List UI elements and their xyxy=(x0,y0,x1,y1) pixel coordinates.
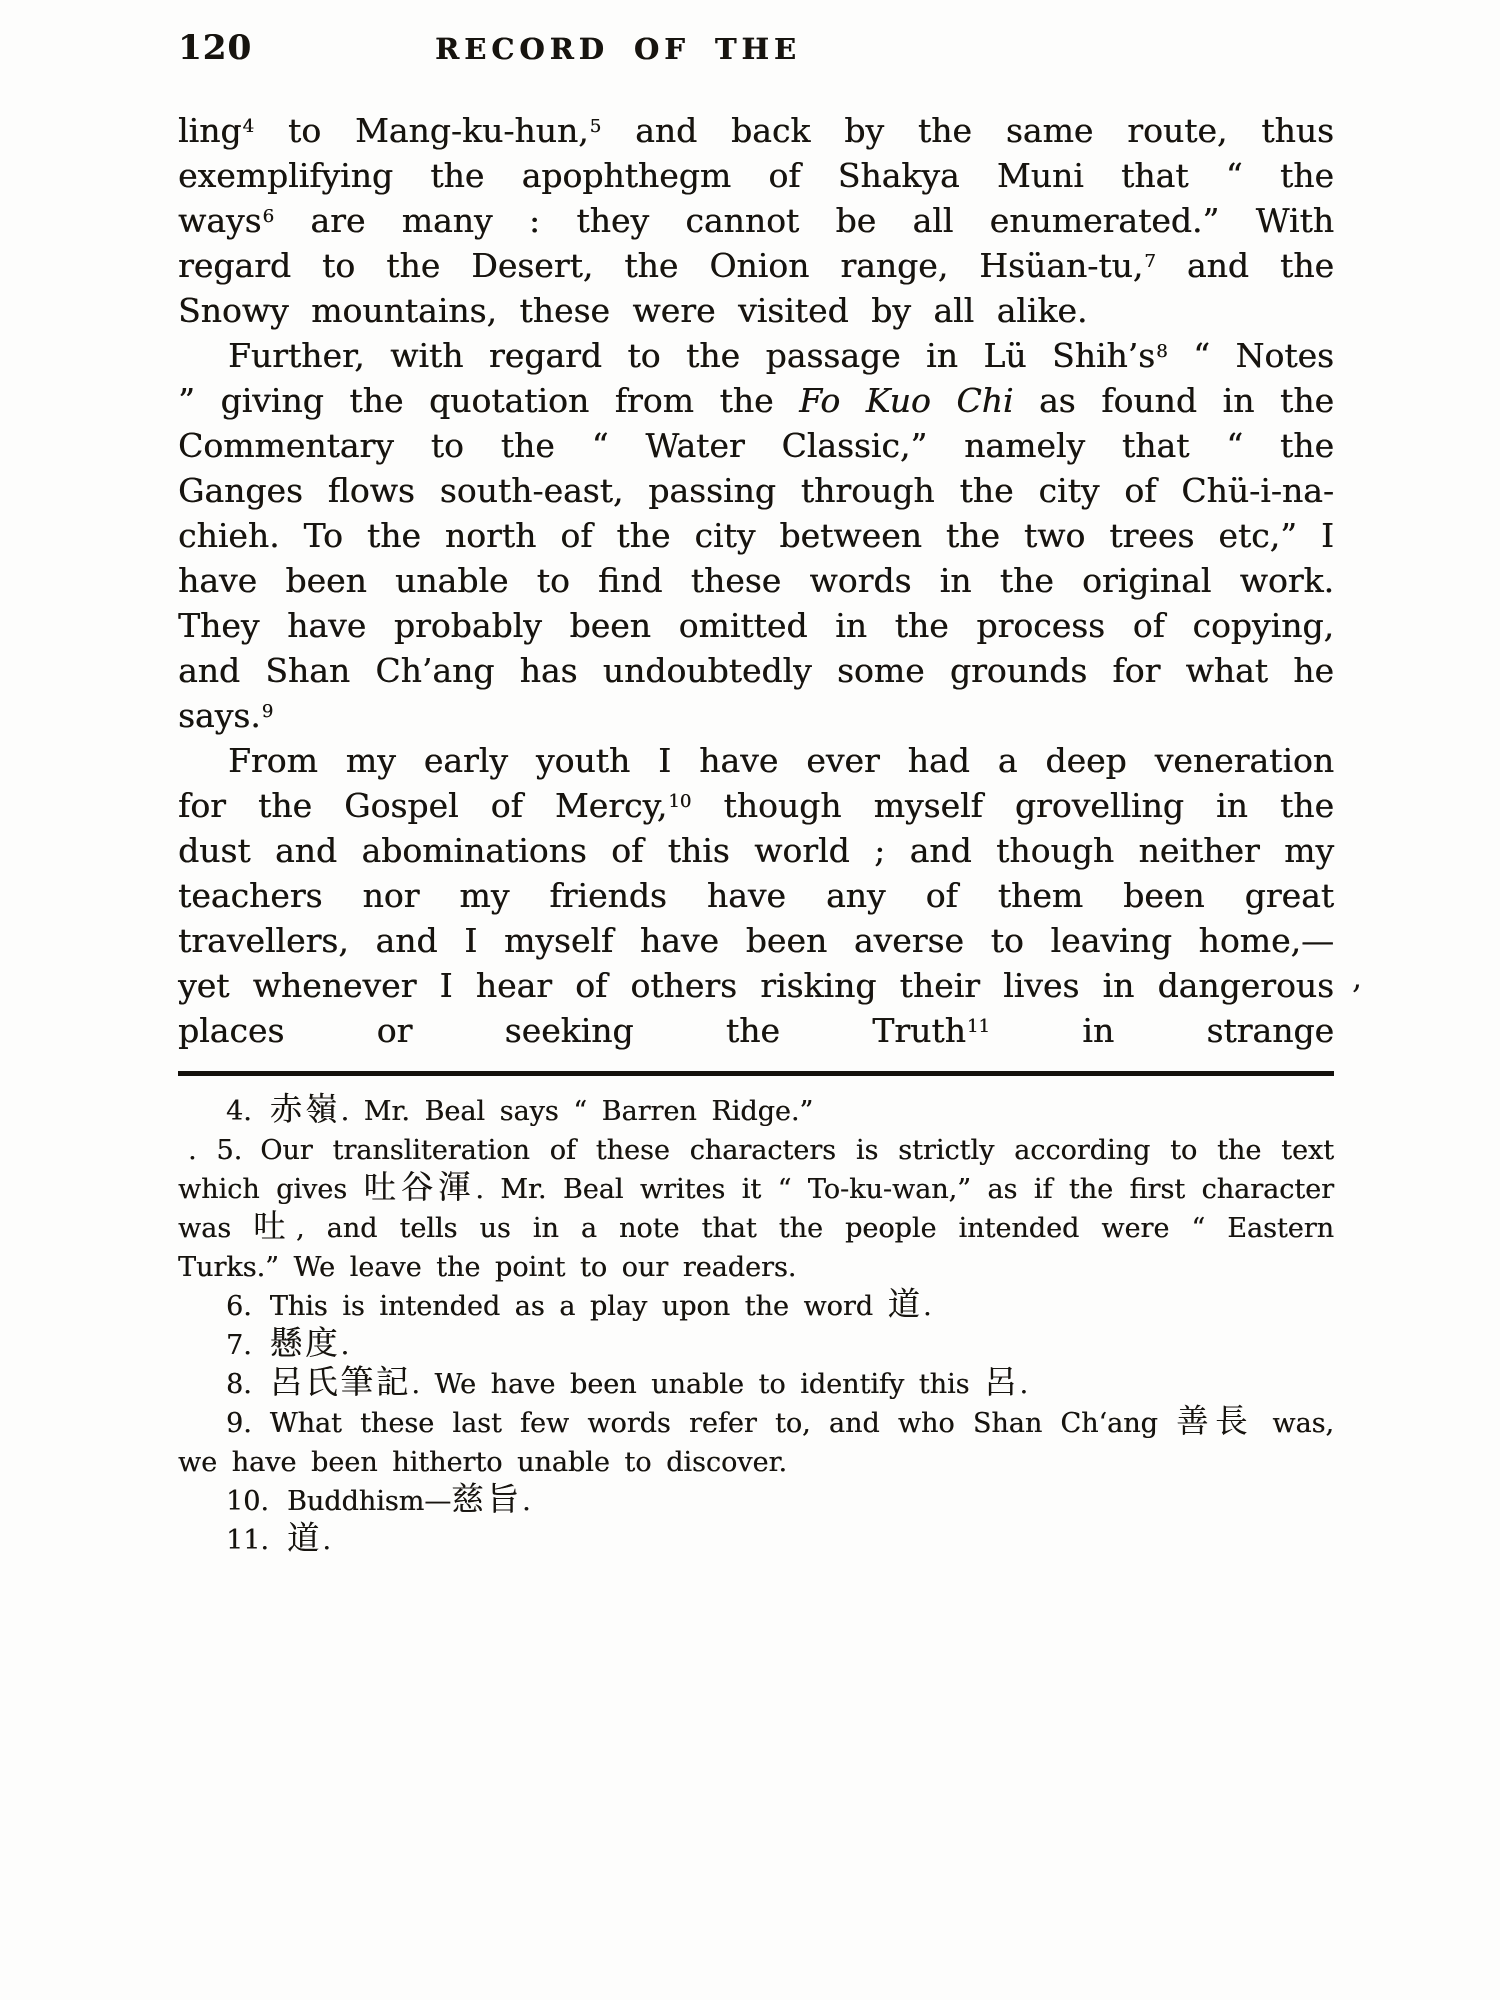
text-run: “ Notes ” giving the quotation from the xyxy=(178,336,1334,420)
footnote xyxy=(178,1326,1334,1365)
chinese-characters: 道 xyxy=(286,1519,323,1557)
text-run: This is intended as a play upon the word xyxy=(269,1291,888,1322)
footnote-reference: 11 xyxy=(966,1016,990,1038)
footnote-reference: 7 xyxy=(1144,251,1156,273)
footnote-reference: 8 xyxy=(1156,341,1168,363)
text-run: . Mr. Beal writes it “ To-ku-wan,” as if the first character was xyxy=(178,1174,1335,1244)
chinese-characters: 善長 xyxy=(1176,1402,1255,1440)
footnote xyxy=(178,1131,1334,1287)
footnote-reference: 10 xyxy=(668,791,692,813)
footnote-number: 10. xyxy=(226,1486,269,1517)
text-run: as found in the Commentary to the “ Water Classic,” namely that “ the Ganges flows south-east, passing through the city of Chü-i-na-chieh. To the north of the city between the two trees etc,” I have been unable to find these words in the original work. They have probably been omitted in the process of copying, and Shan Ch’ang has undoubtedly some grounds for what he says. xyxy=(178,381,1335,735)
text-run: though myself grovelling in the dust and abominations of this world ; and though neither my teachers nor my friends have any of them been great travellers, and I myself have been averse to leaving home,—yet whenever I hear of others risking their lives in dangerous places or seeking the Truth xyxy=(178,786,1334,1050)
text-run: are many : they cannot be all enumerated.” With regard to the Desert, the Onion range, Hsüan-tu, xyxy=(178,201,1334,285)
text-run: to Mang-ku-hun, xyxy=(254,111,589,150)
text-run: . xyxy=(522,1486,531,1517)
text-run: and back by the same route, thus exemplifying the apophthegm of Shakya Muni that “ the ways xyxy=(178,111,1334,240)
body-text xyxy=(178,108,1334,1053)
footnote xyxy=(178,1287,1334,1326)
italic-title: Fo Kuo Chi xyxy=(799,381,1014,420)
chinese-characters: 吐谷渾 xyxy=(363,1168,476,1206)
page-number: 120 xyxy=(178,28,252,68)
text-run: . Mr. Beal says “ Barren Ridge.” xyxy=(340,1096,814,1127)
text-run: . We have been unable to identify this xyxy=(411,1369,985,1400)
footnote-number: 8. xyxy=(226,1369,252,1400)
chinese-characters: 慈旨 xyxy=(451,1480,523,1518)
chinese-characters: 呂氏筆記 xyxy=(269,1363,412,1401)
footnote-number: 4. xyxy=(226,1096,252,1127)
chinese-characters: 赤嶺 xyxy=(269,1090,341,1128)
text-run: From my early youth I have ever had a deep veneration for the Gospel of Mercy, xyxy=(178,741,1334,825)
text-run: in strange xyxy=(989,1011,1335,1050)
text-run: ling xyxy=(178,111,242,150)
paragraph xyxy=(178,738,1334,1053)
footnote xyxy=(178,1404,1334,1482)
text-run: What these last few words refer to, and who Shan Ch‘ang xyxy=(269,1408,1177,1439)
footnote-divider xyxy=(178,1071,1334,1076)
footnote xyxy=(178,1365,1334,1404)
footnote-number: 6. xyxy=(226,1291,252,1322)
footnotes-section xyxy=(178,1092,1334,1560)
text-run: Our transliteration of these characters is strictly according to the text which gives xyxy=(178,1135,1334,1205)
footnote-reference: 9 xyxy=(261,701,274,723)
footnote-number: 11. xyxy=(226,1525,269,1556)
running-head: RECORD OF THE xyxy=(435,32,801,66)
footnote xyxy=(178,1521,1334,1560)
scan-artifact-comma: , xyxy=(1352,958,1363,996)
text-run: Buddhism— xyxy=(286,1486,452,1517)
text-run: . xyxy=(1019,1369,1029,1400)
page-header xyxy=(178,28,1334,68)
text-run: . xyxy=(922,1291,932,1322)
footnote-number: 7. xyxy=(226,1330,252,1361)
chinese-characters: 道 xyxy=(887,1285,923,1323)
footnote-number: 9. xyxy=(226,1408,252,1439)
text-run: . xyxy=(322,1525,331,1556)
footnote-number: . 5. xyxy=(188,1135,243,1166)
page-content xyxy=(178,28,1334,1560)
footnote-reference: 5 xyxy=(589,116,602,138)
paragraph xyxy=(178,333,1334,738)
text-run: . xyxy=(340,1330,350,1361)
chinese-characters: 懸度 xyxy=(269,1324,341,1362)
footnote-reference: 6 xyxy=(262,206,275,228)
chinese-characters: 呂 xyxy=(984,1363,1020,1401)
text-run: Further, with regard to the passage in Lü Shih’s xyxy=(228,336,1156,375)
text-run: and the Snowy mountains, these were visited by all alike. xyxy=(178,246,1334,330)
footnote-reference: 4 xyxy=(242,116,255,138)
footnote xyxy=(178,1482,1334,1521)
footnote xyxy=(178,1092,1334,1131)
paragraph xyxy=(178,108,1334,333)
chinese-characters: 吐 xyxy=(253,1207,296,1245)
text-run: was, we have been hitherto unable to discover. xyxy=(178,1408,1335,1478)
text-run: , and tells us in a note that the people intended were “ Eastern Turks.” We leave the point to our readers. xyxy=(178,1213,1334,1283)
